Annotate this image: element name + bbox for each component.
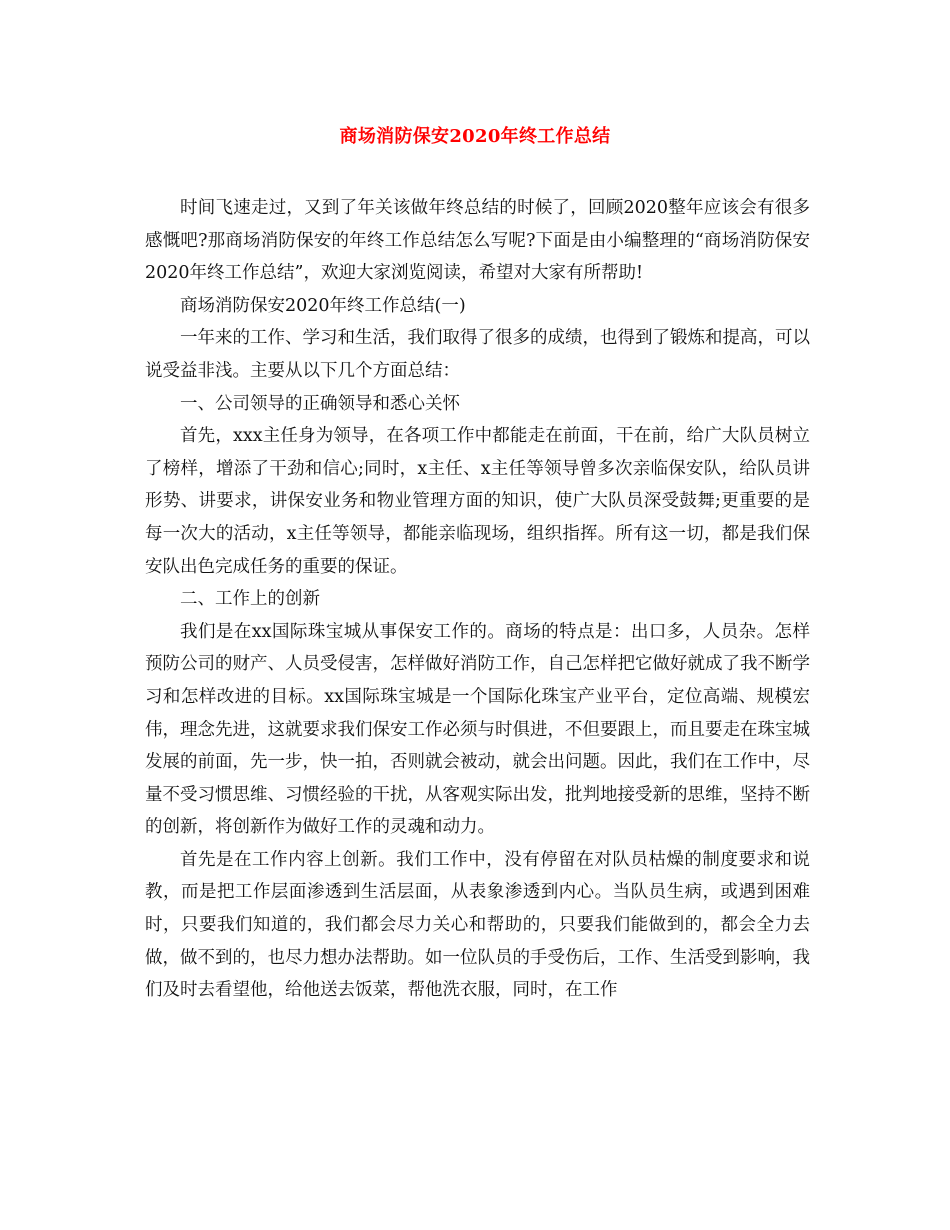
- section-heading-part-one: 商场消防保安2020年终工作总结(一): [180, 295, 466, 316]
- paragraph-leadership: 首先，xxx主任身为领导，在各项工作中都能走在前面，干在前，给广大队员树立了榜样，增添了干劲和信心;同时，x主任、x主任等领导曾多次亲临保安队，给队员讲形势、讲要求，讲保安业务和物业管理方面的知识，使广大队员深受鼓舞;更重要的是每一次大的活动，x主任等领导，都能亲临现场，组织指挥。所有这一切，都是我们保安队出色完成任务的重要的保证。: [145, 426, 810, 577]
- section-heading-innovation: 二、工作上的创新: [180, 589, 320, 610]
- paragraph-innovation: 我们是在xx国际珠宝城从事保安工作的。商场的特点是：出口多，人员杂。怎样预防公司的财产、人员受侵害，怎样做好消防工作，自己怎样把它做好就成了我不断学习和怎样改进的目标。xx国际珠宝城是一个国际化珠宝产业平台，定位高端、规模宏伟，理念先进，这就要求我们保安工作必须与时俱进，不但要跟上，而且要走在珠宝城发展的前面，先一步，快一拍，否则就会被动，就会出问题。因此，我们在工作中，尽量不受习惯思维、习惯经验的干扰，从客观实际出发，批判地接受新的思维，坚持不断的创新，将创新作为做好工作的灵魂和动力。: [145, 621, 810, 838]
- document-title: 商场消防保安2020年终工作总结: [339, 126, 611, 147]
- section-heading-leadership: 一、公司领导的正确领导和悉心关怀: [180, 393, 460, 414]
- document-body: [145, 192, 810, 1007]
- paragraph-work-content: 首先是在工作内容上创新。我们工作中，没有停留在对队员枯燥的制度要求和说教，而是把工作层面渗透到生活层面，从表象渗透到内心。当队员生病，或遇到困难时，只要我们知道的，我们都会尽力关心和帮助的，只要我们能做到的，都会全力去做，做不到的，也尽力想办法帮助。如一位队员的手受伤后，工作、生活受到影响，我们及时去看望他，给他送去饭菜，帮他洗衣服，同时，在工作: [145, 849, 810, 1001]
- paragraph-intro: 时间飞速走过，又到了年关该做年终总结的时候了，回顾2020整年应该会有很多感慨吧?那商场消防保安的年终工作总结怎么写呢?下面是由小编整理的“商场消防保安2020年终工作总结”，欢迎大家浏览阅读，希望对大家有所帮助!: [145, 198, 810, 284]
- paragraph-overview: 一年来的工作、学习和生活，我们取得了很多的成绩，也得到了锻炼和提高，可以说受益非浅。主要从以下几个方面总结：: [145, 328, 810, 381]
